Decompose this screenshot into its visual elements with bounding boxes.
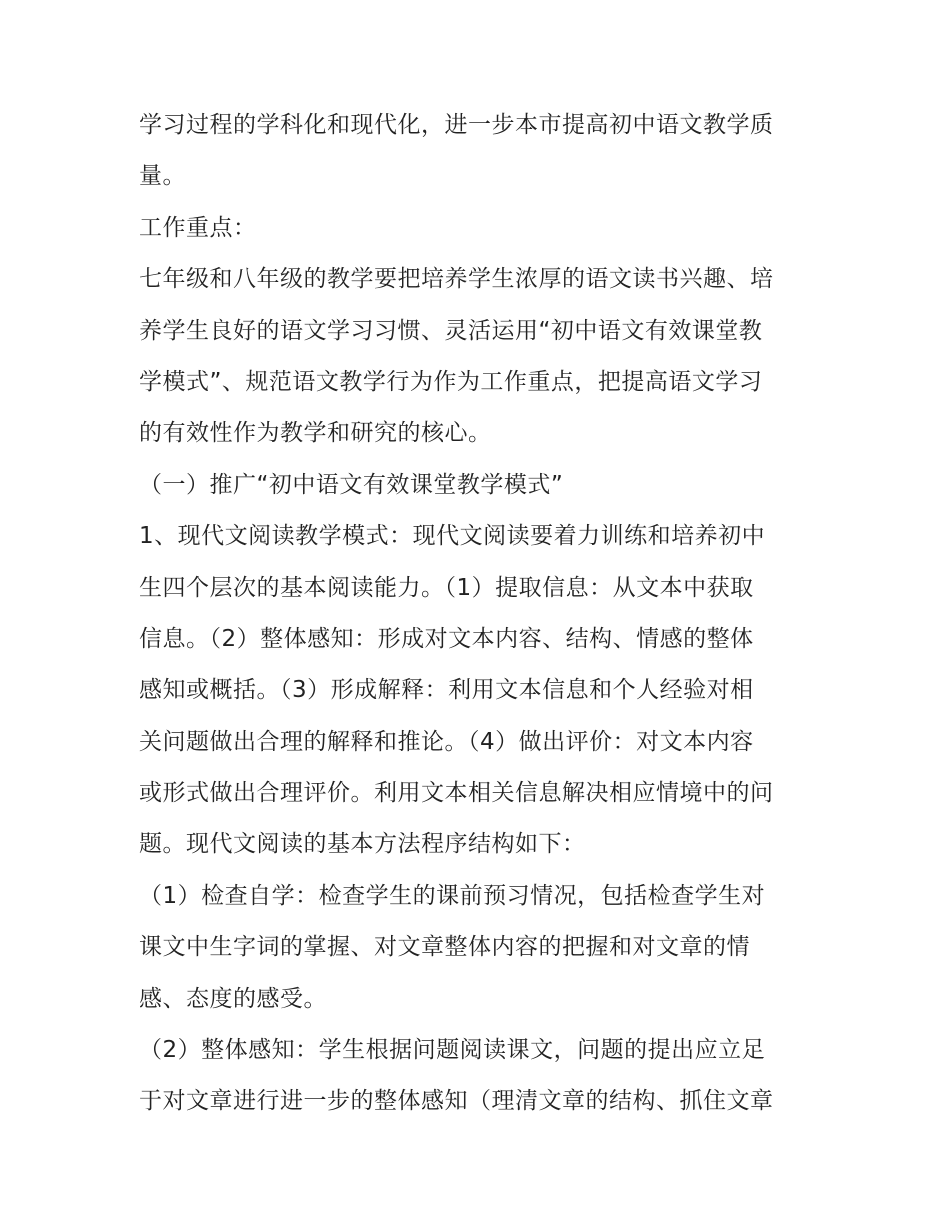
text-line: 或形式做出合理评价。利用文本相关信息解决相应情境中的问 xyxy=(139,780,774,807)
text-line: 学习过程的学科化和现代化，进一步本市提高初中语文教学质 xyxy=(139,112,774,138)
text-line: 关问题做出合理的解释和推论。（4）做出评价：对文本内容 xyxy=(139,728,754,755)
section-label: 工作重点： xyxy=(139,214,257,241)
text-line: 的有效性作为教学和研究的核心。 xyxy=(139,420,492,447)
text-line: 七年级和八年级的教学要把培养学生浓厚的语文读书兴趣、培 xyxy=(139,266,774,293)
text-line: 课文中生字词的掌握、对文章整体内容的把握和对文章的情 xyxy=(139,934,750,961)
text-line: 于对文章进行进一步的整体感知（理清文章的结构、抓住文章 xyxy=(139,1088,774,1115)
text-line: 学模式”、规范语文教学行为作为工作重点，把提高语文学习 xyxy=(139,368,763,395)
text-line: 感知或概括。（3）形成解释：利用文本信息和个人经验对相 xyxy=(139,677,754,704)
text-line: 养学生良好的语文学习习惯、灵活运用“初中语文有效课堂教 xyxy=(139,317,763,344)
text-line: 题。现代文阅读的基本方法程序结构如下： xyxy=(139,831,586,858)
section-heading: （一）推广“初中语文有效课堂教学模式” xyxy=(139,471,564,498)
text-line: 1、现代文阅读教学模式：现代文阅读要着力训练和培养初中 xyxy=(139,523,766,550)
text-line: 量。 xyxy=(139,163,186,190)
text-line: 信息。（2）整体感知：形成对文本内容、结构、情感的整体 xyxy=(139,625,754,652)
document-body xyxy=(139,100,819,1128)
text-line: 生四个层次的基本阅读能力。（1）提取信息：从文本中获取 xyxy=(139,574,754,601)
text-line: （1）检查自学：检查学生的课前预习情况，包括检查学生对 xyxy=(139,882,766,909)
text-line: （2）整体感知：学生根据问题阅读课文，问题的提出应立足 xyxy=(139,1037,766,1064)
text-line: 感、态度的感受。 xyxy=(139,985,327,1012)
